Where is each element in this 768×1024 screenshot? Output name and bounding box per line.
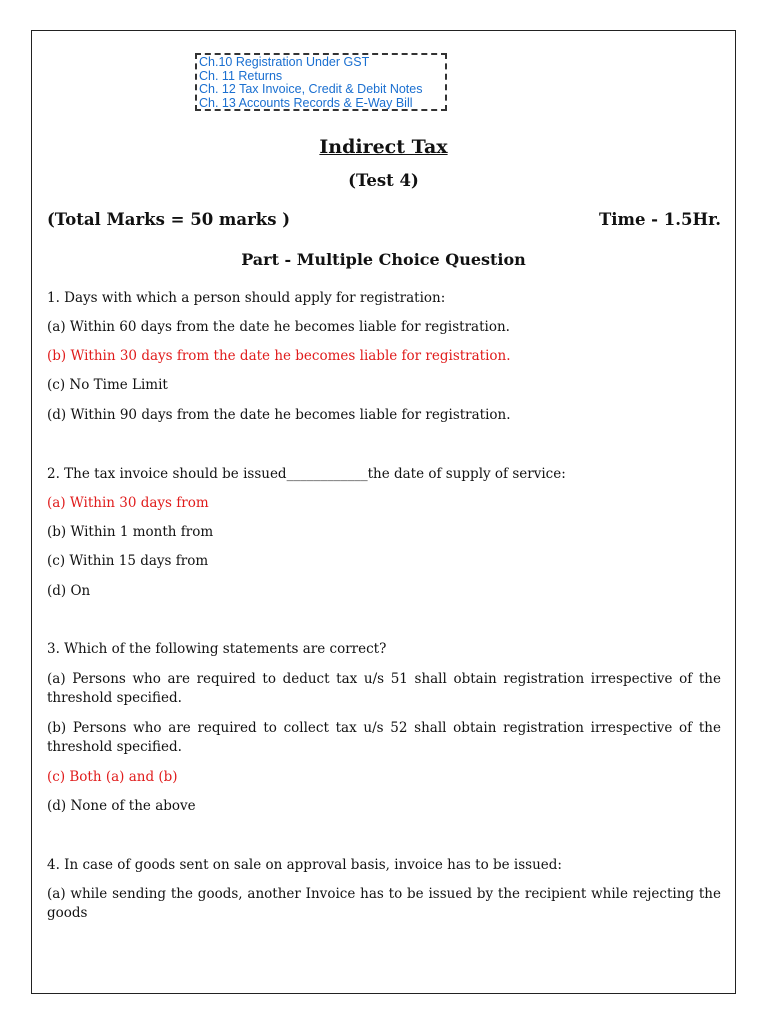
question-4-option-a: (a) while sending the goods, another Invoice has to be issued by the recipient while rejecting the goods [47,886,721,921]
question-2-option-a-answer: (a) Within 30 days from [47,495,209,511]
question-3-option-d: (d) None of the above [47,798,196,814]
question-4-text: 4. In case of goods sent on sale on approval basis, invoice has to be issued: [47,857,562,873]
question-2-option-b: (b) Within 1 month from [47,524,214,540]
chapter-item: Ch. 11 Returns [199,68,283,83]
question-3-option-c-answer: (c) Both (a) and (b) [47,769,178,785]
section-heading: Part - Multiple Choice Question [241,250,526,269]
question-2-option-c: (c) Within 15 days from [47,553,209,569]
question-1-option-d: (d) Within 90 days from the date he becomes liable for registration. [47,407,511,423]
question-3-option-a: (a) Persons who are required to deduct tax u/s 51 shall obtain registration irrespective of the threshold specified. [47,671,721,706]
test-number: (Test 4) [348,171,419,190]
question-1-text: 1. Days with which a person should apply for registration: [47,290,446,306]
chapter-item: Ch. 13 Accounts Records & E-Way Bill [199,95,413,110]
time-limit: Time - 1.5Hr. [598,210,721,229]
question-2-text: 2. The tax invoice should be issued____________the date of supply of service: [47,466,566,482]
chapter-item: Ch. 12 Tax Invoice, Credit & Debit Notes [199,82,423,97]
question-2-option-d: (d) On [47,583,91,599]
chapter-item: Ch.10 Registration Under GST [199,55,370,69]
chapter-list-box [195,53,447,111]
question-1-option-c: (c) No Time Limit [47,377,168,393]
total-marks: (Total Marks = 50 marks ) [47,210,291,229]
question-1-option-a: (a) Within 60 days from the date he becomes liable for registration. [47,319,510,335]
question-3-text: 3. Which of the following statements are correct? [47,641,387,657]
question-3-option-b: (b) Persons who are required to collect tax u/s 52 shall obtain registration irrespective of the threshold specified. [47,720,721,755]
question-1-option-b-answer: (b) Within 30 days from the date he becomes liable for registration. [47,348,511,364]
document-title: Indirect Tax [319,136,448,158]
